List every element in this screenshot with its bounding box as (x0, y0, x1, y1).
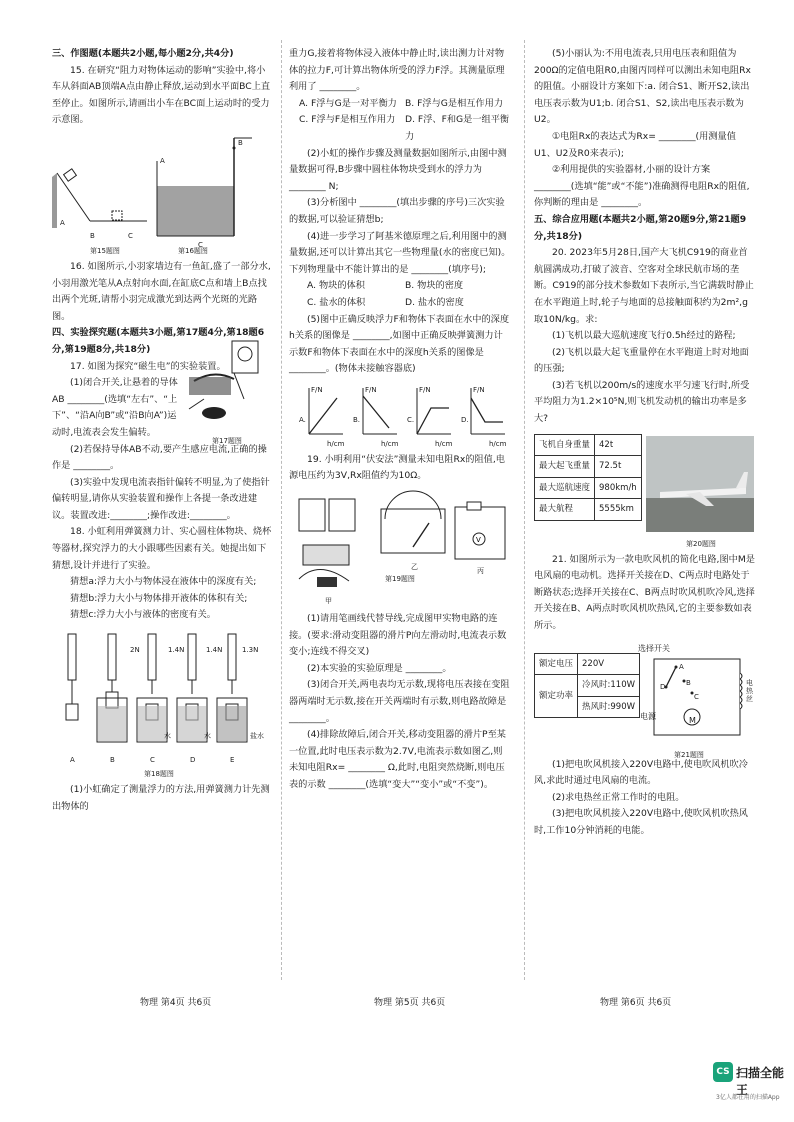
step-label: A (70, 756, 75, 765)
graph-letter: B. (353, 415, 361, 424)
figure-caption: 第18题图 (144, 770, 174, 779)
axis-label-x: h/cm (327, 439, 345, 448)
scale-reading: 1.4N (206, 646, 223, 655)
scanner-watermark (713, 1062, 793, 1107)
liquid-label: 水 (204, 732, 211, 741)
page-footer: 物理 第6页 共6页 (600, 998, 672, 1008)
table-cell: 5555km (595, 499, 642, 521)
motor-label: M (689, 715, 696, 725)
question-20: 20. 2023年5月28日,国产大飞机C919的商业首航圆满成功,打破了波音、空客对全球民航市场的垄断。C919的部分技术参数如下表所示,当它满载时静止在水平跑道上时,轮子与地面的总接触面积约为2m²,g取10N/kg。求: (534, 247, 754, 325)
figure-18-mark (178, 706, 206, 741)
label-a: A (160, 156, 165, 165)
contact-label: A (679, 662, 684, 671)
airplane-photo (646, 436, 754, 532)
question-19-3: (3)闭合开关,两电表均无示数,现将电压表接在变阻器两端时无示数,接在开关两端时有示数,则电路故障是 ________。 (289, 679, 510, 724)
question-21-1: (1)把电吹风机接入220V电路中,使电吹风机吹冷风,求此时通过电风扇的电流。 (534, 758, 748, 787)
label-b: B (238, 138, 243, 147)
table-cell: 最大巡航速度 (535, 477, 595, 499)
table-cell: 220V (578, 653, 640, 675)
table-cell: 最大航程 (535, 499, 595, 521)
hairdryer-spec-table (534, 653, 640, 719)
question-19-4: (4)排除故障后,闭合开关,移动变阻器的滑片P至某一位置,此时电压表示数为2.7V,电流表示数如图乙,则未知电阻Rx= ________ Ω,此时,电阻突然烧断,则电压表的示数 ________(选填“变大”“变小”或“不变”)。 (289, 729, 506, 790)
option-a: A. F浮与G是一对平衡力 (299, 97, 397, 109)
page-footer: 物理 第5页 共6页 (374, 998, 446, 1008)
graph-letter: C. (407, 415, 415, 424)
question-20-1: (1)飞机以最大巡航速度飞行0.5h经过的路程; (552, 330, 736, 342)
c919-spec-table (534, 434, 642, 521)
figure-18-mark (108, 634, 116, 680)
question-19-1: (1)请用笔画线代替导线,完成图甲实物电路的连接。(要求:滑动变阻器的滑片P向左滑动时,电流表示数变小;连线不得交叉) (289, 613, 507, 658)
column-page-4 (52, 46, 274, 815)
contact-label: B (686, 678, 691, 687)
liquid-label: 水 (164, 732, 171, 741)
option-c: C. F浮与F是相互作用力 (299, 114, 396, 126)
question-16: 16. 如图所示,小羽家墙边有一鱼缸,盛了一部分水,小羽用激光笔从A点射向水面,在缸底C点和墙上B点找出两个光斑,请帮小羽完成激光到达两个光斑的光路图。 (52, 260, 271, 322)
camscanner-logo-icon: CS (713, 1062, 733, 1082)
question-17-block (52, 375, 274, 446)
figure-caption: 第20题图 (686, 539, 716, 548)
question-18-1: (1)小虹确定了测量浮力的方法,用弹簧测力计先测出物体的 (52, 784, 270, 812)
figure-graphs-f-h (289, 382, 511, 448)
step-label: B (110, 756, 115, 765)
section-heading: 五、综合应用题(本题共2小题,第20题9分,第21题9分,共18分) (534, 213, 747, 242)
table-cell: 最大起飞重量 (535, 456, 595, 478)
question-18-5: (5)图中正确反映浮力F和物体下表面在水中的深度h关系的图像是 ________,如图中正确反映弹簧测力计示数F和物体下表面在水中的深度h关系的图像是 ________。(物体未接触容器底) (289, 313, 510, 375)
label-c: C (198, 240, 203, 249)
graph-letter: A. (299, 415, 306, 424)
page-footer: 物理 第4页 共6页 (140, 998, 212, 1008)
liquid-label: 盐水 (250, 732, 264, 741)
figure-19-circuits (289, 489, 511, 607)
scale-reading: 1.4N (168, 646, 185, 655)
table-row (535, 477, 642, 499)
scale-reading: 1.3N (242, 646, 259, 655)
question-17-1: (1)闭合开关,让悬着的导体AB ________(选填“左右”、“上下”、“沿A向B”或“沿B向A”)运动时,电流表会发生偏转。 (52, 377, 178, 438)
guess-b: 猜想b:浮力大小与物体排开液体的体积有关; (70, 592, 248, 604)
contact-label: C (694, 692, 699, 701)
sub-label: 丙 (477, 567, 484, 576)
table-cell: 72.5t (595, 456, 642, 478)
figure-15-16 (52, 133, 274, 255)
figure-18-mark (148, 634, 156, 680)
figure-18-mark (98, 706, 126, 741)
figure-18-mark (138, 706, 166, 741)
figure-18-mark (218, 706, 246, 741)
question-21-3: (3)把电吹风机接入220V电路中,使吹风机吹热风时,工作10分钟消耗的电能。 (534, 808, 748, 836)
svg-text:V: V (476, 536, 481, 545)
question-19: 19. 小明利用“伏安法”测量未知电阻Rx的阻值,电源电压约为3V,Rx阻值约为10Ω。 (289, 453, 505, 482)
table-row (535, 434, 642, 456)
figure-caption: 第15题图 (90, 246, 120, 255)
graph-mark (363, 396, 389, 428)
question-20-2: (2)飞机以最大起飞重量停在水平跑道上时对地面的压强; (534, 346, 749, 375)
question-17-3: (3)实验中发现电流表指针偏转不明显,为了使指针偏转明显,请你从实验装置和操作上各提一条改进建议。装置改进:________;操作改进:________。 (52, 476, 270, 521)
axis-label-y: F/N (473, 385, 485, 394)
table-cell: 42t (595, 434, 642, 456)
figure-caption: 第17题图 (212, 437, 242, 446)
figure-caption: 第19题图 (385, 575, 415, 584)
graph-mark (471, 398, 503, 422)
question-20-3: (3)若飞机以200m/s的速度水平匀速飞行时,所受平均阻力为1.2×10⁵N,则飞机发动机的输出功率是多大? (534, 379, 750, 425)
figure-18-mark (106, 692, 118, 708)
table-row (535, 499, 642, 521)
switch-label: 选择开关 (638, 643, 670, 653)
label-a: A (60, 218, 65, 227)
heater-label: 电热丝 (746, 678, 753, 703)
step-label: D (190, 756, 196, 765)
sub-label: 甲 (325, 597, 332, 606)
question-19-5-b: ②利用提供的实验器材,小丽的设计方案 ________(选填“能”或“不能”)准确测得电阻Rx的阻值,你判断的理由是 ________。 (534, 164, 750, 209)
step-label: E (230, 756, 235, 765)
question-19-5: (5)小丽认为:不用电流表,只用电压表和阻值为200Ω的定值电阻R0,由图丙同样可以测出未知电阻Rx的阻值。小丽设计方案如下:a. 闭合S1、断开S2,读出电压表示数为U1;b. 闭合S1、S2,读出电压表示数为U2。 (534, 48, 751, 126)
axis-label-x: h/cm (435, 439, 453, 448)
axis-label-y: F/N (419, 385, 431, 394)
figure-caption: 第16题图 (178, 246, 208, 255)
figure-18-spring-scales (52, 628, 274, 778)
question-18-3: (3)分析图中 ________(填出步骤的序号)三次实验的数据,可以验证猜想b; (289, 197, 505, 225)
question-19-5-a: ①电阻Rx的表达式为Rx= ________(用测量值U1、U2及R0来表示); (534, 130, 736, 159)
scale-reading: 2N (130, 646, 140, 655)
question-18-1-cont: 重力G,接着将物体浸入液体中静止时,读出测力计对物体的拉力F,可计算出物体所受的浮力F浮。其测量原理利用了 ________。 (289, 48, 505, 93)
section-heading: 四、实验探究题(本题共3小题,第17题4分,第18题6分,第19题8分,共18分) (52, 327, 265, 355)
guess-c: 猜想c:浮力大小与液体的密度有关。 (70, 609, 216, 621)
table-cell: 冷风时:110W (578, 675, 640, 697)
table-cell: 热风时:990W (578, 696, 640, 718)
figure-20 (534, 434, 756, 552)
guess-a: 猜想a:浮力大小与物体浸在液体中的深度有关; (70, 576, 257, 588)
question-15: 15. 在研究“阻力对物体运动的影响”实验中,将小车从斜面AB顶端A点由静止释放,运动到水平面BC上直至停止。如图所示,请画出小车在BC面上运动时的受力示意图。 (52, 64, 271, 126)
column-page-6 (534, 46, 756, 840)
table-row (535, 456, 642, 478)
graph-mark (417, 408, 449, 434)
option-d: D. 盐水的密度 (405, 296, 464, 308)
figure-18-mark (68, 634, 76, 680)
table-cell: 980km/h (595, 477, 642, 499)
graph-mark (309, 398, 337, 434)
question-18: 18. 小虹利用弹簧测力计、实心圆柱体物块、烧杯等器材,探究浮力的大小跟哪些因素有关。她提出如下猜想,设计并进行了实验。 (52, 526, 272, 571)
axis-label-y: F/N (311, 385, 323, 394)
axis-label-x: h/cm (381, 439, 399, 448)
axis-label-x: h/cm (489, 439, 507, 448)
question-19-2: (2)本实验的实验原理是 ________。 (307, 662, 452, 674)
figure-19 (289, 489, 511, 607)
label-c: C (128, 231, 133, 240)
question-18-4: (4)进一步学习了阿基米德原理之后,利用图中的测量数据,还可以计算出其它一些物理量(水的密度已知)。下列物理量中不能计算出的是 ________(填序号); (289, 230, 511, 275)
figure-18-mark (66, 704, 78, 720)
question-21: 21. 如图所示为一款电吹风机的简化电路,图中M是电风扇的电动机。选择开关接在D、C两点时电路处于断路状态;选择开关接在C、B两点时吹风机吹冷风,选择开关接在B、A两点时吹风机吹热风,它的主要参数如表所示。 (534, 553, 755, 632)
contact-label: D (660, 682, 666, 691)
scanner-subtitle: 3亿人都在用的扫描App (716, 1094, 780, 1101)
column-page-5 (289, 46, 511, 794)
table-cell: 额定功率 (535, 675, 578, 718)
option-c: C. 盐水的体积 (307, 296, 366, 308)
graph-letter: D. (461, 415, 469, 424)
question-21-2: (2)求电热丝正常工作时的电阻。 (552, 791, 685, 803)
figure-21 (534, 639, 756, 757)
step-label: C (150, 756, 155, 765)
options-18-1 (289, 96, 511, 146)
figure-18 (52, 628, 274, 778)
scanner-title: 扫描全能王 (736, 1066, 785, 1097)
question-17: 17. 如图为探究“磁生电”的实验装置。 (70, 360, 226, 372)
figure-18-mark (228, 634, 236, 680)
table-row (535, 675, 640, 697)
figure-17-apparatus (184, 339, 272, 431)
column-divider (524, 40, 525, 980)
options-18-4 (289, 278, 511, 311)
option-d: D. F浮、F和G是一组平衡力 (405, 114, 510, 142)
table-row (535, 653, 640, 675)
section-heading: 三、作图题(本题共2小题,每小题2分,共4分) (52, 48, 234, 59)
option-a: A. 物块的体积 (307, 280, 365, 292)
figure-18-mark (188, 634, 196, 680)
option-b: B. 物块的密度 (405, 280, 464, 292)
axis-label-y: F/N (365, 385, 377, 394)
source-label: 电源 (640, 711, 656, 721)
table-cell: 飞机自身重量 (535, 434, 595, 456)
question-18-2: (2)小虹的操作步骤及测量数据如图所示,由图中测量数据可得,B步骤中圆柱体物块受到水的浮力为 ________ N; (289, 147, 507, 192)
sub-label: 乙 (411, 563, 418, 572)
figure-caption: 第21题图 (674, 750, 704, 759)
table-cell: 额定电压 (535, 653, 578, 675)
question-17-2: (2)若保持导体AB不动,要产生感应电流,正确的操作是 ________。 (52, 443, 267, 472)
option-b: B. F浮与G是相互作用力 (405, 97, 504, 109)
label-b: B (90, 231, 95, 240)
column-divider (281, 40, 282, 980)
